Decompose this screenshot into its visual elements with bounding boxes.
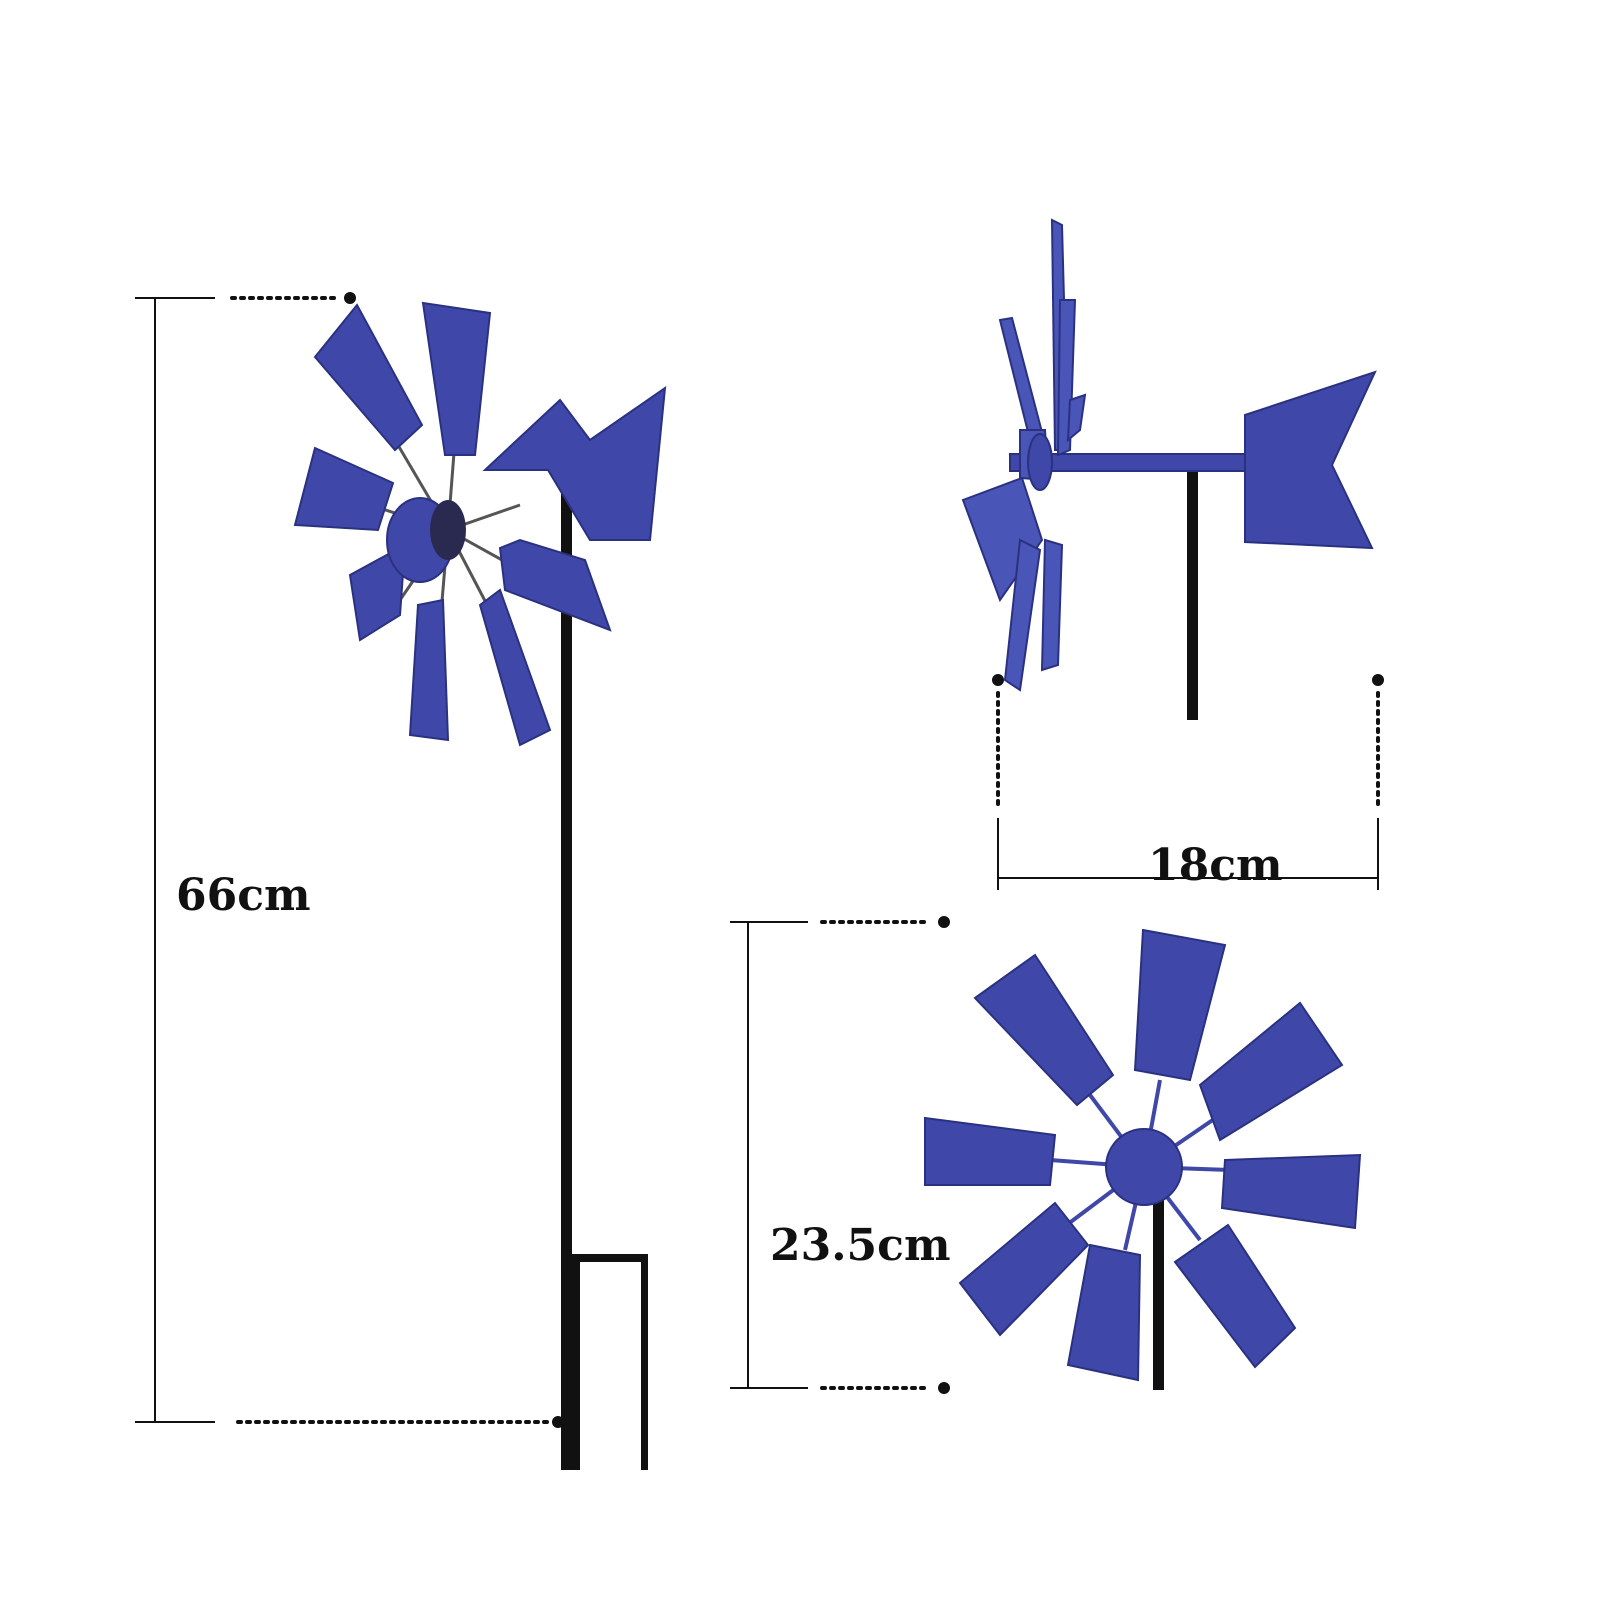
- wheel-stem: [1153, 1190, 1164, 1390]
- side-post: [1187, 468, 1198, 720]
- blade: [1200, 1003, 1342, 1140]
- blade: [480, 590, 550, 745]
- blade: [500, 540, 610, 630]
- blade: [1222, 1155, 1360, 1228]
- blade: [410, 600, 448, 740]
- blade: [1135, 930, 1225, 1080]
- blade: [975, 955, 1113, 1105]
- wheel-front-view: [925, 930, 1360, 1390]
- blade: [1068, 395, 1085, 440]
- hub-cap: [430, 500, 466, 560]
- tail-fin: [485, 388, 665, 540]
- blade: [960, 1203, 1088, 1335]
- wheel-hub: [1106, 1129, 1182, 1205]
- blade: [925, 1118, 1055, 1185]
- height-label: 66cm: [176, 870, 311, 921]
- side-view-windmill: [963, 220, 1375, 720]
- blade: [1042, 540, 1062, 670]
- blade: [423, 303, 490, 455]
- stake-foot: [561, 1254, 648, 1470]
- blade: [1068, 1245, 1140, 1380]
- diameter-dimension-line: [730, 916, 950, 1394]
- width-label: 18cm: [1148, 840, 1283, 891]
- blade: [295, 448, 393, 530]
- side-tail-fin: [1245, 372, 1375, 548]
- front-view-windmill: [295, 303, 665, 1470]
- side-hub: [1028, 434, 1052, 490]
- blade: [1175, 1225, 1295, 1367]
- blade: [315, 305, 422, 450]
- diameter-label: 23.5cm: [770, 1220, 951, 1271]
